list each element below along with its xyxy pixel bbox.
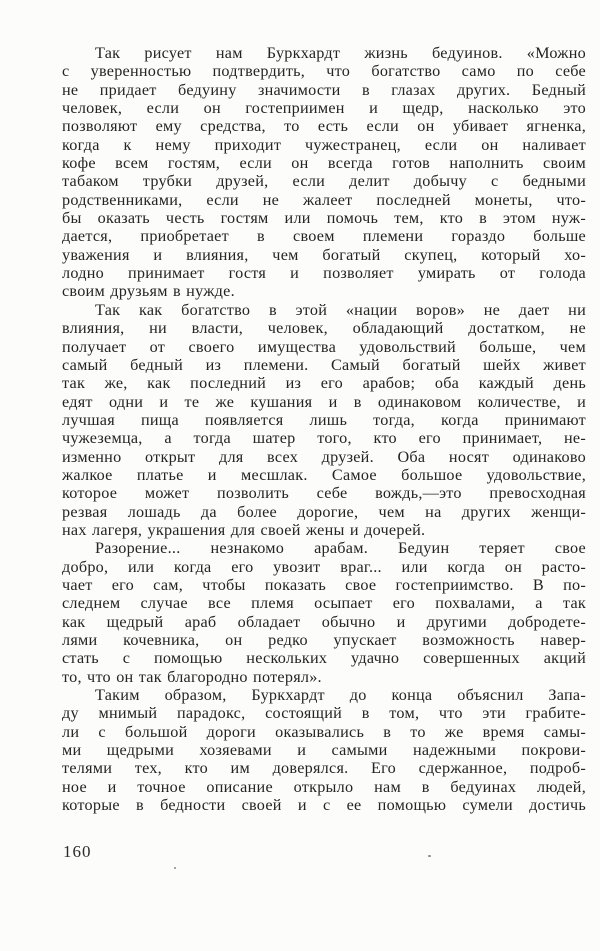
text-line: которые в бедности своей и с ее помощью сумели достичь — [62, 796, 586, 815]
text-line: Разорение... незнакомо арабам. Бедуин теряет свое — [95, 539, 586, 558]
page-number: 160 — [63, 842, 92, 861]
text-line: жалкое платье и месшлак. Самое большое удовольствие, — [62, 465, 586, 484]
page-text — [62, 44, 586, 814]
text-line: кофе всем гостям, если он всегда готов наполнить своим — [62, 154, 586, 173]
text-line: нах лагеря, украшения для своей жены и дочерей. — [62, 520, 426, 539]
text-line: то, что он так благородно потерял». — [62, 667, 322, 686]
text-line: самый бедный из племени. Самый богатый шейх живет — [62, 355, 586, 374]
text-line: стать с помощью нескольких удачно совершенных акций — [62, 649, 586, 668]
text-line: лучшая пища появляется лишь тогда, когда принимают — [62, 410, 586, 429]
text-line: родственниками, если не жалеет последней монеты, что- — [62, 190, 586, 209]
text-line: чужеземца, а тогда шатер того, кто его принимает, не- — [62, 429, 586, 448]
text-line: лодно принимает гостя и позволяет умирать от голода — [62, 264, 586, 283]
text-line: которое может позволить себе вождь,—это превосходная — [62, 484, 586, 503]
text-line: телями тех, кто им доверялся. Его сдержанное, подроб- — [62, 759, 586, 778]
text-line: уважения и влияния, чем богатый скупец, который хо- — [62, 245, 586, 264]
paragraph — [62, 686, 586, 814]
paragraph — [62, 539, 586, 686]
text-line: когда к нему приходит чужестранец, если он наливает — [62, 135, 586, 154]
text-line: табаком трубки друзей, если делит добычу с бедными — [62, 172, 586, 191]
text-line: лями кочевника, он редко упускает возможность навер- — [62, 631, 586, 649]
text-line: следнем случае все племя осыпает его похвалами, а так — [62, 594, 586, 613]
text-line: едят одни и те же кушания и в одинаковом количестве, и — [62, 392, 586, 411]
text-line: Так рисует нам Буркхардт жизнь бедуинов. «Можно — [95, 44, 586, 62]
text-line: чает его сам, чтобы показать свое гостеприимство. В по- — [62, 575, 586, 594]
text-line: как щедрый араб обладает обычно и другими добродете- — [62, 612, 586, 631]
text-line: человек, если он гостеприимен и щедр, насколько это — [62, 99, 586, 118]
text-line: позволяют ему средства, то есть если он убивает ягненка, — [62, 117, 586, 136]
text-line: ми щедрыми хозяевами и самыми надежными покрови- — [62, 741, 586, 760]
scan-speck — [174, 867, 176, 869]
text-line: добро, или когда его увозит враг... или когда он расто- — [62, 557, 586, 576]
text-line: Так как богатство в этой «нации воров» не дает ни — [95, 300, 586, 319]
text-line: дается, приобретает в своем племени гораздо больше — [62, 227, 586, 246]
text-line: получает от своего имущества удовольствий больше, чем — [62, 337, 586, 356]
text-line: резвая лошадь да более дорогие, чем на других женщи- — [62, 502, 586, 521]
text-line: изменно открыт для всех друзей. Оба носят одинаково — [62, 447, 586, 466]
paragraph — [62, 44, 586, 301]
text-line: своим друзьям в нужде. — [62, 282, 235, 301]
text-line: с уверенностью подтвердить, что богатство само по себе — [62, 62, 586, 81]
text-line: ли с большой дороги оказывались в то же время самы- — [62, 722, 586, 741]
text-line: Таким образом, Буркхардт до конца объяснил Запа- — [95, 686, 586, 705]
scan-speck — [428, 855, 431, 857]
paragraph — [62, 301, 586, 539]
text-line: ду мнимый парадокс, состоящий в том, что эти грабите- — [62, 704, 586, 723]
text-line: ное и точное описание открыло нам в бедуинах людей, — [62, 777, 586, 796]
text-line: бы оказать честь гостям или помочь тем, кто в этом нуж- — [62, 209, 586, 228]
text-line: влияния, ни власти, человек, обладающий достатком, не — [62, 319, 586, 338]
text-line: не придает бедуину значимости в глазах других. Бедный — [62, 80, 586, 99]
text-line: так же, как последний из его арабов; оба каждый день — [62, 374, 586, 393]
